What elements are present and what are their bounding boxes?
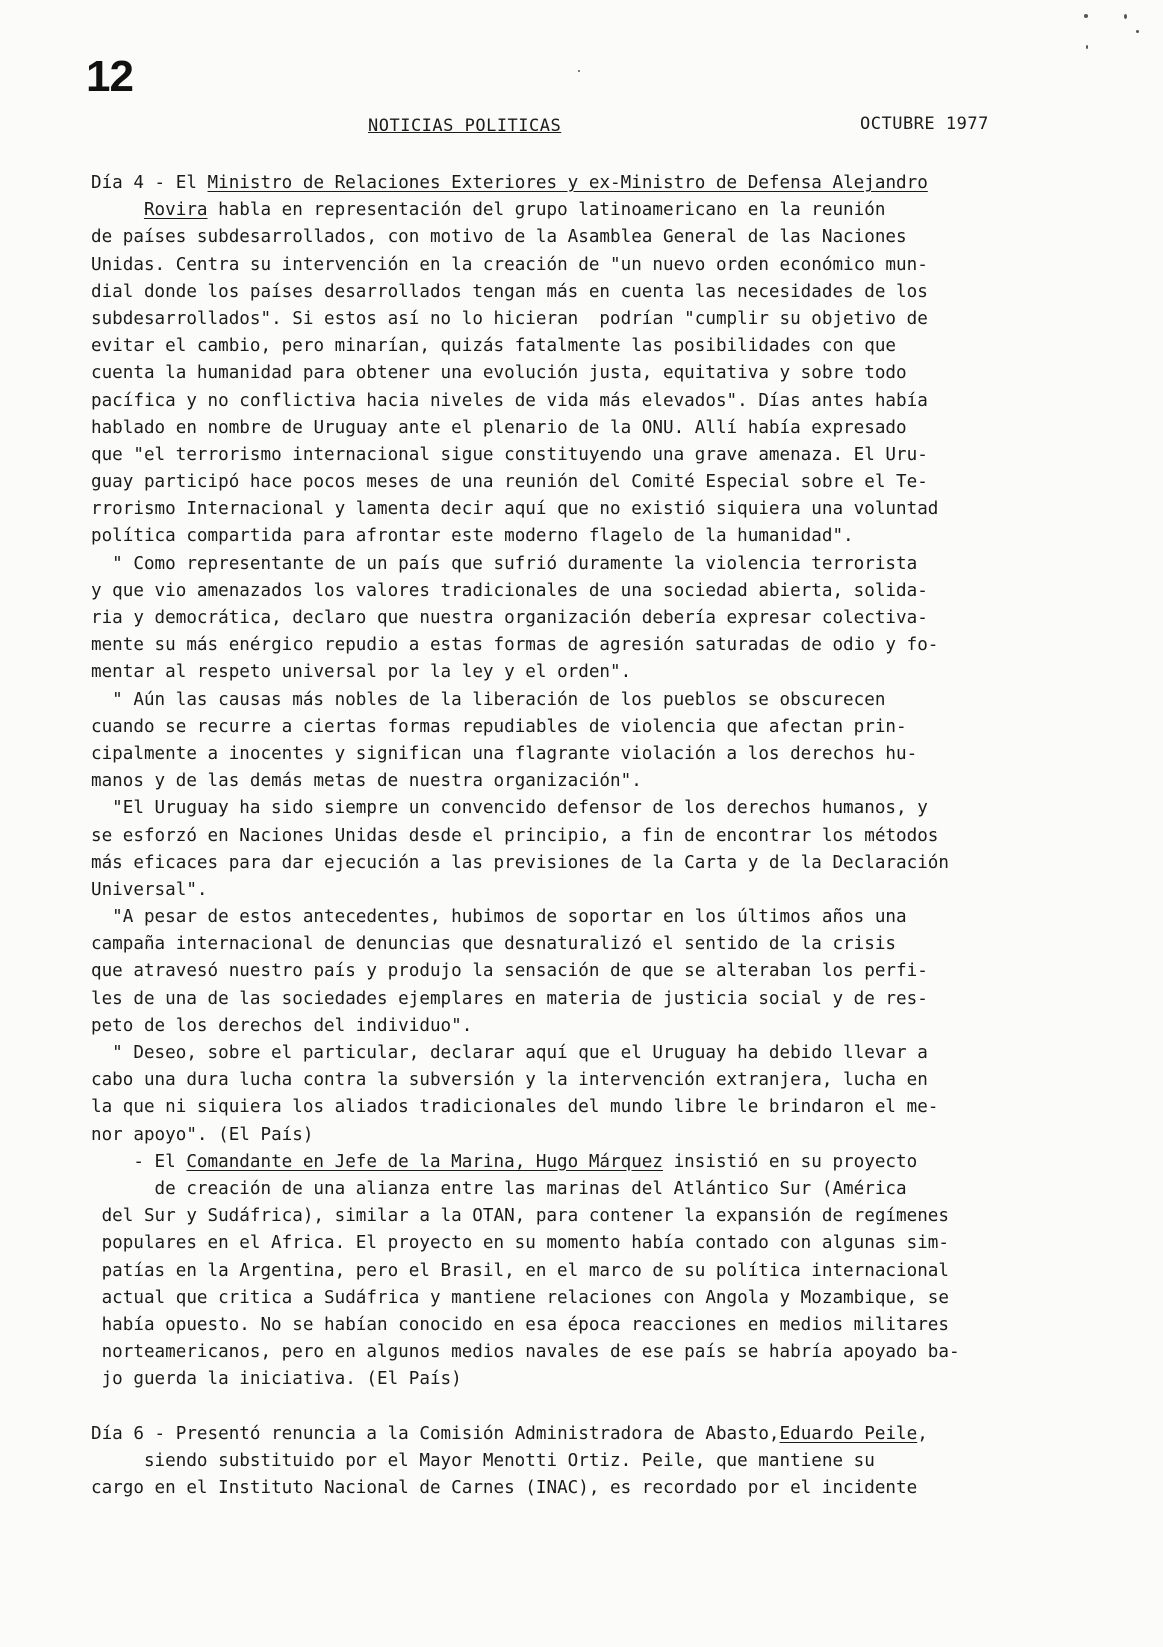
section-title: NOTICIAS POLITICAS [368, 116, 562, 136]
text-segment: actual que critica a Sudáfrica y mantiene relaciones con Angola y Mozambique, se [101, 1287, 949, 1308]
text-line [91, 551, 1066, 578]
text-segment: mente su más enérgico repudio a estas formas de agresión saturadas de odio y fo- [91, 635, 939, 656]
text-segment: jo guerda la iniciativa. (El País) [101, 1369, 462, 1390]
text-line [91, 469, 1066, 496]
text-segment: dial donde los países desarrollados tengan más en cuenta las necesidades de los [91, 281, 928, 302]
text-line [91, 1149, 1066, 1176]
text-line [91, 523, 1066, 550]
text-line [91, 1203, 1066, 1230]
text-line [91, 768, 1066, 795]
text-line [91, 850, 1066, 877]
text-line [91, 1475, 1066, 1502]
text-segment: manos y de las demás metas de nuestra organización". [91, 771, 642, 792]
text-segment: del Sur y Sudáfrica), similar a la OTAN, para contener la expansión de regímenes [101, 1206, 949, 1227]
text-line [91, 1230, 1066, 1257]
text-segment: de creación de una alianza entre las marinas del Atlántico Sur (América [154, 1178, 907, 1199]
text-segment: cabo una dura lucha contra la subversión y la intervención extranjera, lucha en [91, 1070, 928, 1091]
text-line [91, 1094, 1066, 1121]
text-segment: rrorismo Internacional y lamenta decir aquí que no existió siquiera una voluntad [91, 499, 939, 520]
text-segment: que "el terrorismo internacional sigue constituyendo una grave amenaza. El Uru- [91, 444, 928, 465]
text-line [91, 1013, 1066, 1040]
text-segment: peto de los derechos del individuo". [91, 1015, 473, 1036]
text-line [91, 1067, 1066, 1094]
text-segment: patías en la Argentina, pero el Brasil, en el marco de su política internacional [101, 1260, 949, 1281]
text-line [91, 1040, 1066, 1067]
text-line [91, 415, 1066, 442]
underlined-name: Rovira [143, 200, 208, 221]
text-line [91, 333, 1066, 360]
text-segment: Universal". [91, 879, 208, 900]
text-segment: norteamericanos, pero en algunos medios navales de ese país se habría apoyado ba- [101, 1342, 960, 1363]
text-segment: nor apoyo". (El País) [91, 1124, 314, 1145]
text-segment: les de una de las sociedades ejemplares en materia de justicia social y de res- [91, 988, 928, 1009]
text-line [91, 986, 1066, 1013]
text-segment: " Deseo, sobre el particular, declarar aquí que el Uruguay ha debido llevar a [112, 1043, 928, 1063]
text-line [91, 904, 1066, 931]
text-line [91, 1258, 1066, 1285]
text-segment: - El [133, 1151, 187, 1172]
text-segment: cuando se recurre a ciertas formas repudiables de violencia que afectan prin- [91, 716, 907, 737]
text-segment: mentar al respeto universal por la ley y el orden". [91, 662, 632, 683]
text-line [91, 931, 1066, 958]
text-line [91, 1176, 1066, 1203]
text-segment: habla en representación del grupo latinoamericano en la reunión [207, 200, 886, 221]
text-line [91, 360, 1066, 387]
text-segment: cuenta la humanidad para obtener una evolución justa, equitativa y sobre todo [91, 363, 907, 384]
text-segment: pacífica y no conflictiva hacia niveles de vida más elevados". Días antes había [91, 390, 928, 411]
text-line [91, 1421, 1066, 1448]
scan-speck [578, 70, 580, 72]
text-line [91, 279, 1066, 306]
text-segment: Día 4 - El [91, 173, 208, 193]
article-body [91, 170, 1066, 1502]
text-line [91, 1448, 1066, 1475]
underlined-name: Ministro de Relaciones Exteriores y ex-Ministro de Defensa Alejandro [207, 173, 928, 193]
scan-speck [1084, 14, 1088, 18]
text-segment: "A pesar de estos antecedentes, hubimos de soportar en los últimos años una [112, 907, 907, 928]
text-segment: campaña internacional de denuncias que desnaturalizó el sentido de la crisis [91, 934, 897, 955]
text-line [91, 687, 1066, 714]
text-segment: " Aún las causas más nobles de la liberación de los pueblos se obscurecen [112, 689, 886, 710]
paragraph-gap [91, 1393, 1066, 1420]
text-line [91, 224, 1066, 251]
text-line [91, 823, 1066, 850]
text-segment: la que ni siquiera los aliados tradicionales del mundo libre le brindaron el me- [91, 1097, 939, 1118]
text-segment: había opuesto. No se habían conocido en esa época reacciones en medios militares [101, 1314, 949, 1335]
text-segment: guay participó hace pocos meses de una reunión del Comité Especial sobre el Te- [91, 472, 928, 493]
text-line [91, 442, 1066, 469]
text-line [91, 659, 1066, 686]
text-segment: más eficaces para dar ejecución a las previsiones de la Carta y de la Declaración [91, 852, 949, 873]
underlined-name: Comandante en Jefe de la Marina, Hugo Márquez [186, 1151, 663, 1172]
text-line [91, 1312, 1066, 1339]
text-line [91, 496, 1066, 523]
issue-date: OCTUBRE 1977 [860, 114, 989, 134]
text-segment: insistió en su proyecto [662, 1151, 918, 1172]
text-line [91, 197, 1066, 224]
text-line [91, 388, 1066, 415]
text-segment: , [917, 1423, 928, 1444]
text-line [91, 741, 1066, 768]
text-segment: evitar el cambio, pero minarían, quizás fatalmente las posibilidades con que [91, 336, 897, 357]
text-segment: "El Uruguay ha sido siempre un convencido defensor de los derechos humanos, y [112, 798, 928, 819]
text-segment: cargo en el Instituto Nacional de Carnes (INAC), es recordado por el incidente [91, 1478, 918, 1498]
text-segment: " Como representante de un país que sufrió duramente la violencia terrorista [112, 553, 918, 574]
scan-speck [1086, 45, 1088, 49]
text-segment: populares en el Africa. El proyecto en su momento había contado con algunas sim- [101, 1233, 949, 1254]
text-segment: cipalmente a inocentes y significan una flagrante violación a los derechos hu- [91, 743, 918, 764]
text-line [91, 1122, 1066, 1149]
text-segment: se esforzó en Naciones Unidas desde el principio, a fin de encontrar los métodos [91, 825, 939, 846]
text-line [91, 714, 1066, 741]
text-segment: Unidas. Centra su intervención en la creación de "un nuevo orden económico mun- [91, 254, 928, 275]
text-segment: subdesarrollados". Si estos así no lo hicieran podrían "cumplir su objetivo de [91, 308, 928, 329]
scan-speck [1124, 14, 1127, 19]
text-segment: política compartida para afrontar este moderno flagelo de la humanidad". [91, 526, 854, 547]
text-line [91, 632, 1066, 659]
text-segment: siendo substituido por el Mayor Menotti Ortiz. Peile, que mantiene su [143, 1450, 875, 1471]
text-line [91, 958, 1066, 985]
text-line [91, 877, 1066, 904]
text-line [91, 605, 1066, 632]
text-segment: ria y democrática, declaro que nuestra organización debería expresar colectiva- [91, 608, 928, 628]
text-line [91, 1285, 1066, 1312]
text-segment: y que vio amenazados los valores tradicionales de una sociedad abierta, solida- [91, 580, 928, 601]
text-segment: de países subdesarrollados, con motivo de la Asamblea General de las Naciones [91, 227, 907, 248]
scan-speck [1136, 30, 1139, 33]
text-segment: hablado en nombre de Uruguay ante el plenario de la ONU. Allí había expresado [91, 417, 907, 438]
text-line [91, 252, 1066, 279]
text-line [91, 795, 1066, 822]
text-line [91, 306, 1066, 333]
text-segment: Día 6 - Presentó renuncia a la Comisión Administradora de Abasto, [91, 1423, 780, 1444]
text-segment: que atravesó nuestro país y produjo la sensación de que se alteraban los perfi- [91, 961, 928, 982]
text-line [91, 170, 1066, 197]
text-line [91, 578, 1066, 605]
page-number: 12 [86, 52, 133, 101]
text-line [91, 1339, 1066, 1366]
text-line [91, 1366, 1066, 1393]
underlined-name: Eduardo Peile [779, 1423, 918, 1444]
